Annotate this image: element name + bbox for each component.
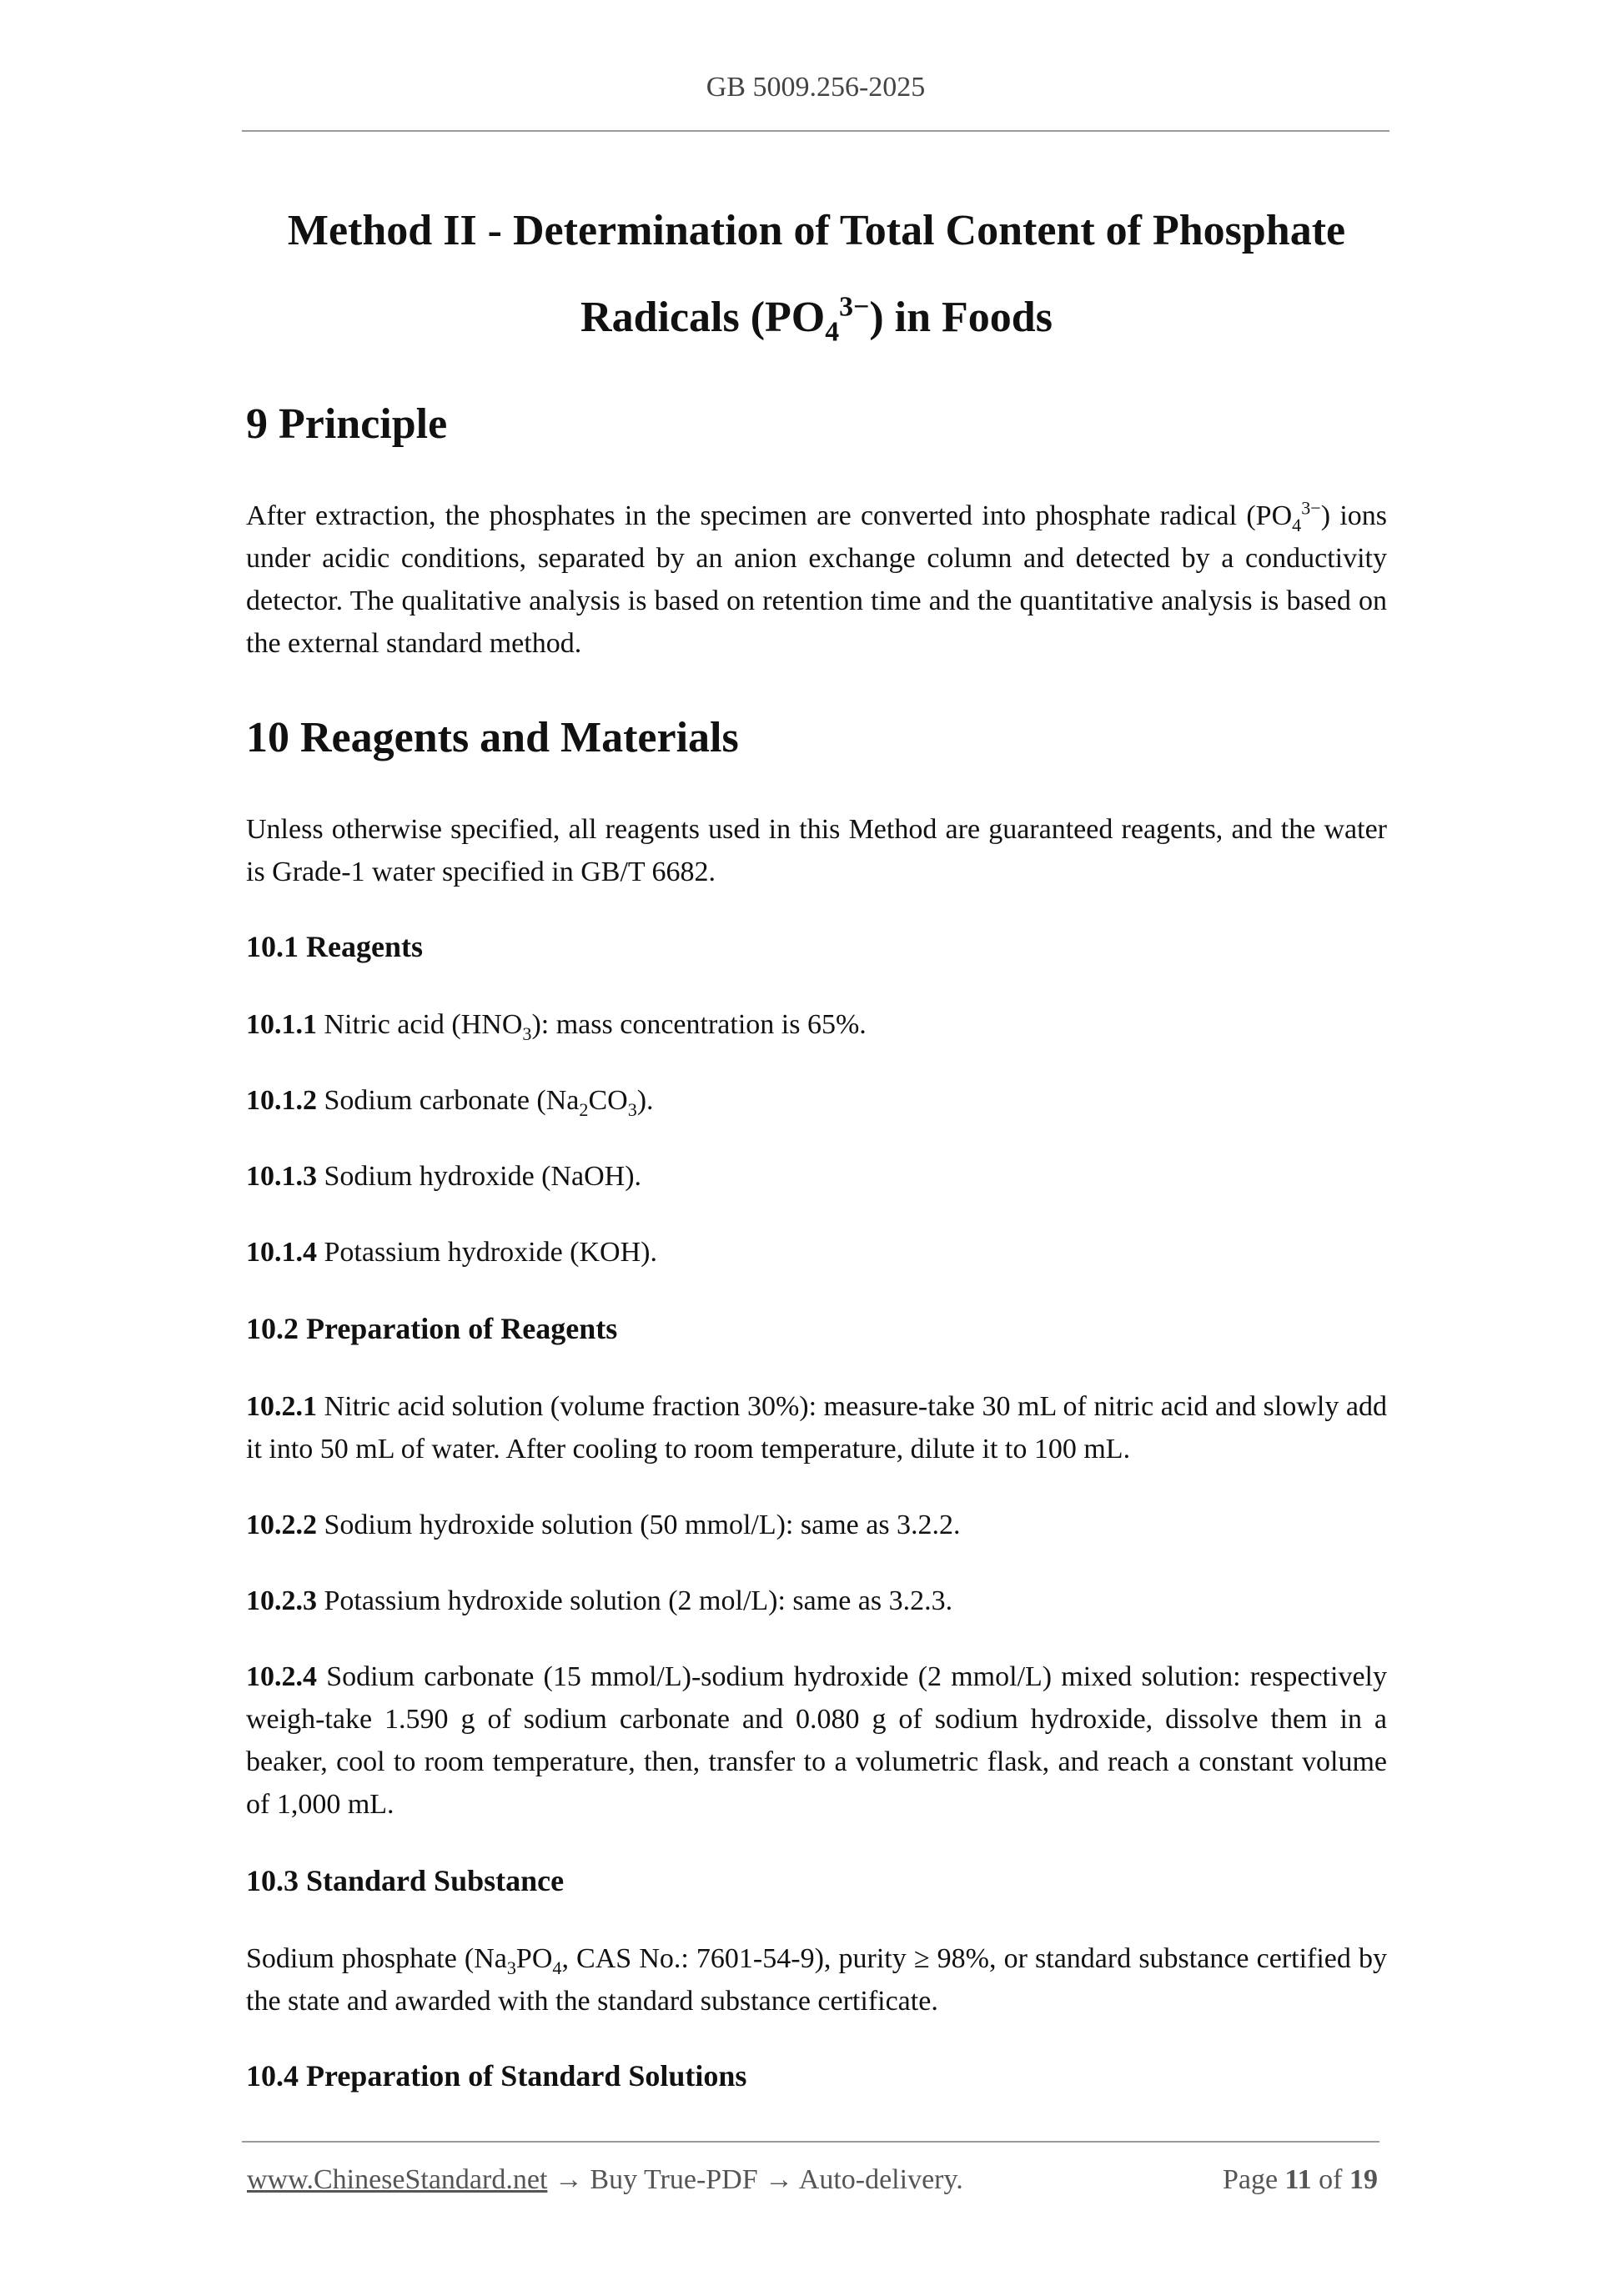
item-number: 10.1.4 <box>246 1237 317 1268</box>
principle-paragraph <box>246 495 1387 665</box>
header-divider <box>242 130 1389 132</box>
item-10-1-4 <box>246 1231 1387 1274</box>
page-number: 11 <box>1284 2164 1312 2195</box>
substance-text-b: PO <box>515 1943 553 1974</box>
principle-sub: 4 <box>1292 514 1302 535</box>
chinese-standard-link[interactable]: www.ChineseStandard.net <box>247 2164 548 2195</box>
item-text: Nitric acid (HNO <box>317 1009 523 1040</box>
item-number: 10.1.2 <box>246 1085 317 1116</box>
item-sub: 2 <box>579 1098 589 1120</box>
item-text: ). <box>636 1085 654 1116</box>
item-text: Potassium hydroxide (KOH). <box>317 1237 657 1268</box>
of-label: of <box>1311 2164 1349 2195</box>
principle-text-a: After extraction, the phosphates in the specimen are converted into phosphate radical (PO <box>246 500 1293 531</box>
item-text: CO <box>588 1085 628 1116</box>
item-10-2-2 <box>246 1504 1387 1546</box>
substance-sub: 4 <box>552 1957 562 1978</box>
principle-sup: 3− <box>1301 497 1321 519</box>
page-footer <box>247 2164 1378 2196</box>
page-indicator <box>1223 2164 1378 2196</box>
page-total: 19 <box>1349 2164 1378 2195</box>
footer-promo <box>247 2164 963 2196</box>
item-text: Nitric acid solution (volume fraction 30%): measure-take 30 mL of nitric acid and slowly add it into 50 mL of water. After cooling to room temperature, dilute it to 100 mL. <box>246 1391 1387 1465</box>
item-number: 10.1.3 <box>246 1161 317 1192</box>
item-10-2-4 <box>246 1655 1387 1826</box>
section-10-1-heading: 10.1 Reagents <box>246 930 423 963</box>
title-sup: 3− <box>839 291 870 323</box>
item-sub: 3 <box>522 1022 532 1044</box>
substance-text-c: , CAS No.: 7601-54-9), purity ≥ 98%, or standard substance certified by the state and awarded with the standard substance certificate. <box>246 1943 1387 2017</box>
substance-text-a: Sodium phosphate (Na <box>246 1943 507 1974</box>
substance-sub: 3 <box>506 1957 516 1978</box>
section-10-2-heading: 10.2 Preparation of Reagents <box>246 1312 618 1345</box>
method-title <box>246 188 1387 361</box>
footer-delivery-text: → Auto-delivery. <box>765 2164 963 2195</box>
title-sub: 4 <box>825 316 840 348</box>
item-text: ): mass concentration is 65%. <box>531 1009 867 1040</box>
title-line-2-prefix: Radicals (PO <box>580 294 826 341</box>
item-10-1-1 <box>246 1003 1387 1046</box>
footer-buy-text: → Buy True-PDF <box>547 2164 766 2195</box>
item-text: Sodium hydroxide (NaOH). <box>317 1161 642 1192</box>
item-10-2-1 <box>246 1385 1387 1470</box>
item-number: 10.1.1 <box>246 1009 317 1040</box>
document-code-header: GB 5009.256-2025 <box>706 72 926 103</box>
title-line-1: Method II - Determination of Total Content of Phosphate <box>287 207 1346 254</box>
item-text: Sodium carbonate (15 mmol/L)-sodium hydroxide (2 mmol/L) mixed solution: respectively weigh-take 1.590 g of sodium carbonate and 0.080 g of sodium hydroxide, dissolve them in a beaker, cool to room temperature, then, transfer to a volumetric flask, and reach a constant volume of 1,000 mL. <box>246 1661 1387 1820</box>
footer-divider <box>242 2141 1379 2143</box>
standard-substance-paragraph <box>246 1937 1387 2022</box>
item-sub: 3 <box>627 1098 637 1120</box>
section-10-3-heading: 10.3 Standard Substance <box>246 1864 565 1897</box>
page-content <box>246 188 1387 2133</box>
principle-text-b: ) ions under acidic conditions, separated by an anion exchange column and detected by a conductivity detector. The qualitative analysis is based on retention time and the quantitative analysis is based on the external standard method. <box>246 500 1388 659</box>
item-10-1-3 <box>246 1155 1387 1198</box>
section-9-heading: 9 Principle <box>246 400 448 448</box>
item-10-2-3 <box>246 1580 1387 1622</box>
item-number: 10.2.4 <box>246 1661 317 1692</box>
item-number: 10.2.2 <box>246 1510 317 1540</box>
section-10-4-heading: 10.4 Preparation of Standard Solutions <box>246 2059 747 2093</box>
title-line-2-suffix: ) in Foods <box>869 294 1053 341</box>
item-10-1-2 <box>246 1079 1387 1122</box>
item-text: Sodium carbonate (Na <box>317 1085 580 1116</box>
page-label: Page <box>1222 2164 1285 2195</box>
reagents-intro-paragraph: Unless otherwise specified, all reagents used in this Method are guaranteed reagents, and the water is Grade-1 water specified in GB/T 6682. <box>246 814 1387 887</box>
section-10-heading: 10 Reagents and Materials <box>246 714 739 761</box>
item-number: 10.2.1 <box>246 1391 317 1422</box>
item-text: Potassium hydroxide solution (2 mol/L): same as 3.2.3. <box>317 1585 953 1616</box>
item-text: Sodium hydroxide solution (50 mmol/L): same as 3.2.2. <box>317 1510 961 1540</box>
item-number: 10.2.3 <box>246 1585 317 1616</box>
